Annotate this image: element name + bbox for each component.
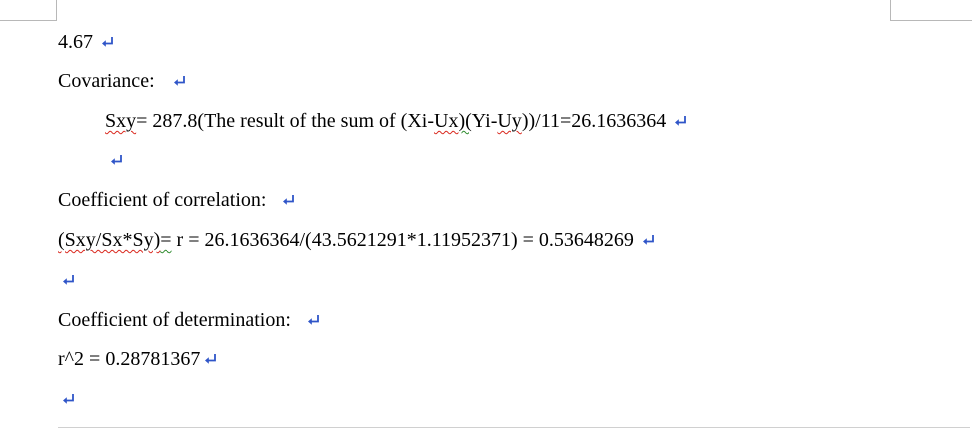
covariance-label: Covariance: — [58, 70, 155, 92]
paragraph-mark-icon — [674, 115, 687, 128]
ux-term: Ux — [434, 110, 459, 132]
paragraph-coef-corr-label — [58, 188, 295, 212]
paragraph-mark-icon — [282, 194, 295, 207]
sxy-term: Sxy — [105, 110, 137, 132]
paragraph-coef-det-label — [58, 308, 320, 332]
paragraph-covariance-label — [58, 69, 186, 93]
coef-det-label: Coefficient of determination: — [58, 309, 291, 331]
r-formula-eq: = — [160, 229, 172, 251]
sxy-equation-part1: = 287.8(The result of the sum of (Xi- — [136, 110, 435, 132]
paragraph-mark-icon — [110, 154, 123, 167]
paragraph-empty — [62, 268, 75, 292]
sxy-equation-part2: ))/11=26.1636364 — [521, 110, 667, 132]
paragraph-mark-icon — [204, 353, 217, 366]
coef-corr-label: Coefficient of correlation: — [58, 189, 267, 211]
paragraph-mark-icon — [62, 393, 75, 406]
paragraph-r-formula — [58, 228, 655, 252]
paragraph-r2 — [58, 347, 217, 371]
paragraph-mark-icon — [101, 36, 114, 49]
crop-mark-top-left — [0, 20, 57, 21]
paragraph-empty — [110, 148, 123, 172]
yi-term: Yi- — [471, 110, 498, 132]
crop-mark-top-right — [890, 20, 972, 21]
paragraph-value — [58, 30, 114, 54]
paragraph-mark-icon — [307, 314, 320, 327]
r2-value: r^2 = 0.28781367 — [58, 348, 201, 370]
paragraph-sxy-formula — [105, 109, 687, 133]
crop-mark-top-left — [56, 0, 57, 20]
paragraph-mark-icon — [642, 234, 655, 247]
paragraph-mark-icon — [62, 274, 75, 287]
crop-mark-top-right — [890, 0, 891, 20]
paragraph-empty — [62, 387, 75, 411]
uy-term: Uy — [497, 110, 522, 132]
paragraph-mark-icon — [173, 75, 186, 88]
r-formula-prefix: (Sxy/Sx*Sy) — [58, 229, 161, 251]
r-formula-rest: r = 26.1636364/(43.5621291*1.11952371) = 0.53648269 — [171, 229, 634, 251]
value-text: 4.67 — [58, 31, 93, 53]
paren-join: )( — [458, 110, 472, 132]
